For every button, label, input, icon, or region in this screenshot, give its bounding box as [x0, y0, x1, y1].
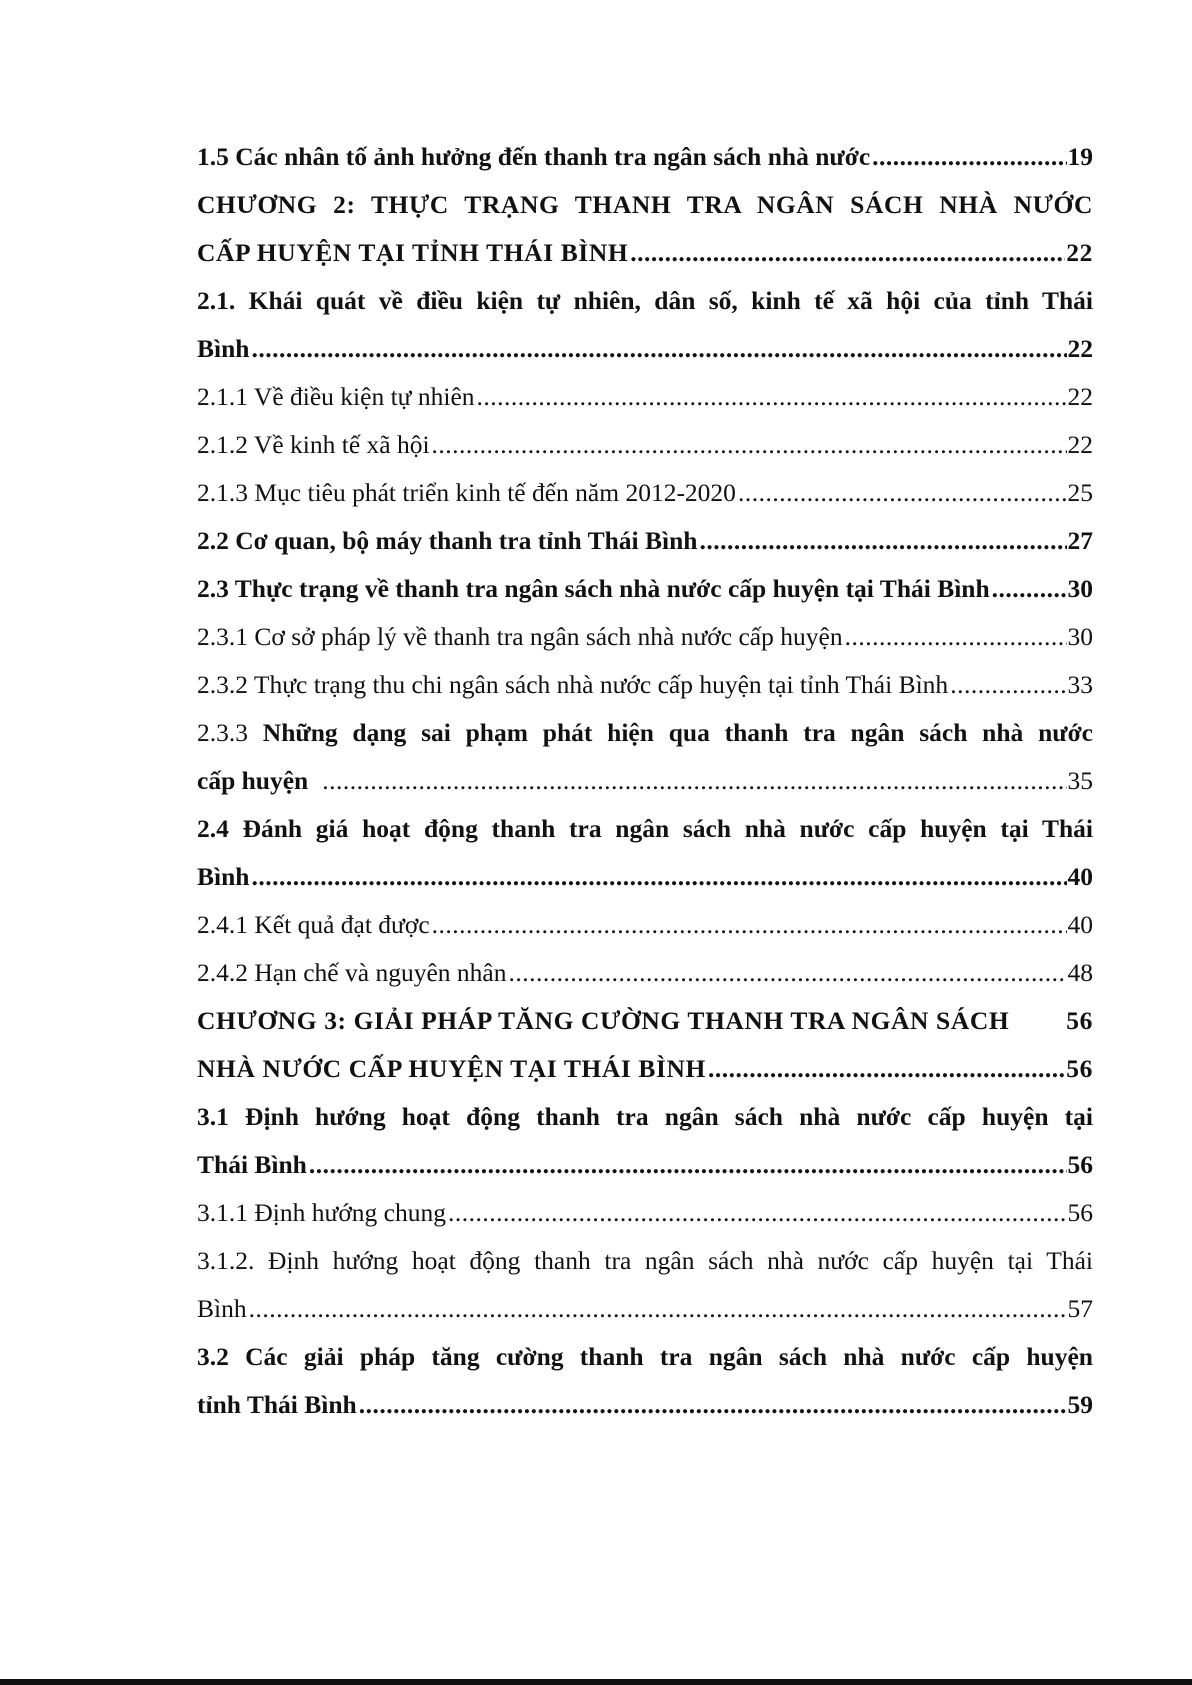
toc-entry-2-4-line1[interactable]: 2.4 Đánh giá hoạt động thanh tra ngân sách nhà nước cấp huyện tại Thái — [197, 814, 1093, 843]
table-of-contents — [197, 133, 1093, 1429]
dot-leader — [950, 661, 1066, 709]
toc-page-number: 30 — [1067, 622, 1093, 651]
toc-page-number: 56 — [1066, 1054, 1093, 1083]
toc-entry-text: 2.1.2 Về kinh tế xã hội — [197, 430, 430, 459]
toc-entry-3-1-line2[interactable] — [197, 1141, 1093, 1189]
toc-entry-3-1-2-line1[interactable]: 3.1.2. Định hướng hoạt động thanh tra ngân sách nhà nước cấp huyện tại Thái — [197, 1246, 1093, 1275]
toc-entry-2-3-1[interactable] — [197, 613, 1093, 661]
toc-entry-text: 2.4.2 Hạn chế và nguyên nhân — [197, 958, 507, 987]
dot-leader — [708, 1045, 1065, 1093]
toc-page-number: 48 — [1067, 958, 1093, 987]
toc-entry-number: 2.3.3 — [197, 718, 248, 747]
toc-page-number: 27 — [1067, 526, 1093, 555]
toc-entry-chapter-3-line1[interactable] — [197, 997, 1093, 1045]
toc-entry-2-3-3-line2[interactable] — [197, 757, 1093, 805]
dot-leader — [432, 421, 1067, 469]
toc-entry-3-2-line1[interactable]: 3.2 Các giải pháp tăng cường thanh tra ngân sách nhà nước cấp huyện — [197, 1342, 1093, 1371]
toc-page-number: 40 — [1067, 862, 1093, 891]
toc-entry-3-1-2-line2[interactable] — [197, 1285, 1093, 1333]
toc-page-number: 56 — [1066, 1006, 1093, 1035]
toc-entry-3-1-line1[interactable]: 3.1 Định hướng hoạt động thanh tra ngân sách nhà nước cấp huyện tại — [197, 1102, 1093, 1131]
dot-leader — [699, 517, 1066, 565]
toc-entry-text: Bình — [197, 334, 250, 363]
toc-entry-2-4-2[interactable] — [197, 949, 1093, 997]
toc-entry-text: 2.4.1 Kết quả đạt được — [197, 910, 430, 939]
toc-entry-text: cấp huyện — [197, 766, 309, 795]
toc-entry-text: 1.5 Các nhân tố ảnh hưởng đến thanh tra ngân sách nhà nước — [197, 142, 871, 171]
toc-entry-2-1-line1[interactable]: 2.1. Khái quát về điều kiện tự nhiên, dân số, kinh tế xã hội của tỉnh Thái — [197, 286, 1093, 315]
toc-page-number: 35 — [1067, 766, 1093, 795]
dot-leader — [630, 229, 1065, 277]
dot-leader — [477, 373, 1067, 421]
toc-entry-chapter-3-line2[interactable] — [197, 1045, 1093, 1093]
dot-leader — [359, 1381, 1067, 1429]
toc-entry-text: Thái Bình — [197, 1150, 307, 1179]
toc-entry-1-5[interactable] — [197, 133, 1093, 181]
toc-entry-text: 2.3 Thực trạng về thanh tra ngân sách nhà nước cấp huyện tại Thái Bình — [197, 574, 990, 603]
toc-entry-chapter-2-line2[interactable] — [197, 229, 1093, 277]
toc-entry-3-2-line2[interactable] — [197, 1381, 1093, 1429]
dot-leader — [508, 949, 1066, 997]
dot-leader — [322, 757, 1066, 805]
toc-entry-text: Bình — [197, 862, 250, 891]
toc-page-number: 22 — [1067, 382, 1093, 411]
toc-entry-text: 2.3.1 Cơ sở pháp lý về thanh tra ngân sách nhà nước cấp huyện — [197, 622, 843, 651]
toc-page-number: 40 — [1067, 910, 1093, 939]
toc-entry-2-1-1[interactable] — [197, 373, 1093, 421]
toc-entry-text: Những dạng sai phạm phát hiện qua thanh tra ngân sách nhà nước — [262, 718, 1094, 747]
toc-page-number: 33 — [1067, 670, 1093, 699]
toc-page-number: 56 — [1067, 1150, 1093, 1179]
toc-entry-2-3-2[interactable] — [197, 661, 1093, 709]
dot-leader — [448, 1189, 1067, 1237]
toc-entry-2-4-1[interactable] — [197, 901, 1093, 949]
toc-entry-text: 3.1.1 Định hướng chung — [197, 1198, 446, 1227]
toc-page-number: 22 — [1066, 238, 1093, 267]
toc-page-number: 19 — [1067, 142, 1093, 171]
toc-entry-2-1-3[interactable] — [197, 469, 1093, 517]
dot-leader — [251, 325, 1066, 373]
toc-entry-text: Bình — [197, 1294, 247, 1323]
toc-entry-2-3[interactable] — [197, 565, 1093, 613]
toc-entry-text: tỉnh Thái Bình — [197, 1390, 357, 1419]
dot-leader — [992, 565, 1067, 613]
toc-entry-2-4-line2[interactable] — [197, 853, 1093, 901]
toc-page-number: 57 — [1067, 1294, 1093, 1323]
dot-leader — [309, 1141, 1067, 1189]
toc-entry-text: 2.1.3 Mục tiêu phát triển kinh tế đến năm 2012-2020 — [197, 478, 736, 507]
page-bottom-edge — [0, 1679, 1192, 1685]
toc-page-number: 22 — [1067, 430, 1093, 459]
toc-entry-text: NHÀ NƯỚC CẤP HUYỆN TẠI THÁI BÌNH — [197, 1054, 706, 1083]
toc-entry-3-1-1[interactable] — [197, 1189, 1093, 1237]
toc-page-number: 25 — [1067, 478, 1093, 507]
dot-leader — [249, 1285, 1067, 1333]
toc-entry-2-1-line2[interactable] — [197, 325, 1093, 373]
toc-entry-2-1-2[interactable] — [197, 421, 1093, 469]
toc-entry-2-2[interactable] — [197, 517, 1093, 565]
toc-entry-text: CẤP HUYỆN TẠI TỈNH THÁI BÌNH — [197, 238, 629, 267]
toc-page-number: 56 — [1067, 1198, 1093, 1227]
toc-entry-text: 2.3.2 Thực trạng thu chi ngân sách nhà nước cấp huyện tại tỉnh Thái Bình — [197, 670, 949, 699]
dot-leader — [738, 469, 1067, 517]
dot-leader — [872, 133, 1066, 181]
dot-leader — [845, 613, 1067, 661]
toc-page-number: 22 — [1067, 334, 1093, 363]
dot-leader — [432, 901, 1067, 949]
toc-page-number: 59 — [1067, 1390, 1093, 1419]
dot-leader — [251, 853, 1066, 901]
toc-entry-chapter-2-line1[interactable]: CHƯƠNG 2: THỰC TRẠNG THANH TRA NGÂN SÁCH NHÀ NƯỚC — [197, 190, 1093, 219]
toc-page-number: 30 — [1067, 574, 1093, 603]
toc-entry-text: 2.1.1 Về điều kiện tự nhiên — [197, 382, 475, 411]
toc-entry-2-3-3-line1[interactable] — [197, 709, 1093, 757]
toc-entry-text: CHƯƠNG 3: GIẢI PHÁP TĂNG CƯỜNG THANH TRA NGÂN SÁCH — [197, 1006, 1010, 1035]
toc-entry-text: 2.2 Cơ quan, bộ máy thanh tra tỉnh Thái Bình — [197, 526, 698, 555]
